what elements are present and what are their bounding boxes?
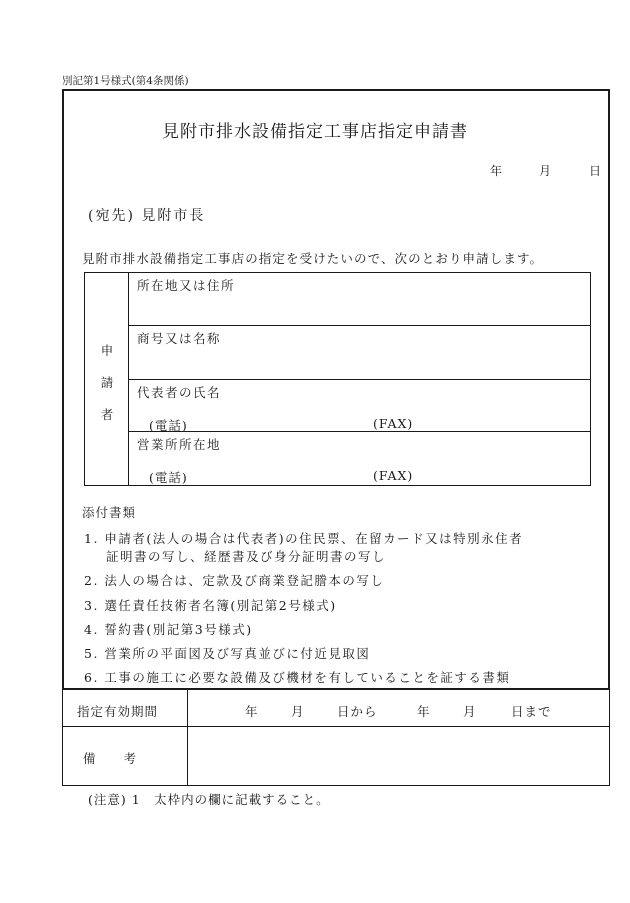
date-month[interactable]: 月 <box>539 164 552 178</box>
validity-period-label: 指定有効期間 <box>77 704 159 719</box>
address-label: 所在地又は住所 <box>137 278 236 293</box>
date-day[interactable]: 日 <box>589 164 602 178</box>
attachment-text: 選任責任技術者名簿(別記第2号様式) <box>104 598 337 613</box>
attachment-item <box>84 571 384 589</box>
attachments-heading: 添付書類 <box>82 505 137 520</box>
intro-text: 見附市排水設備指定工事店の指定を受けたいので、次のとおり申請します。 <box>82 251 544 266</box>
period-from-month[interactable]: 月 <box>291 704 305 719</box>
page-title: 見附市排水設備指定工事店指定申請書 <box>162 122 468 142</box>
attachment-text: 工事の施工に必要な設備及び機材を有していることを証する書類 <box>104 670 511 685</box>
period-to-year[interactable]: 年 <box>417 704 431 719</box>
office-fax-label: (FAX) <box>373 468 414 483</box>
form-number-label: 別記第1号様式(第4条関係) <box>62 75 189 87</box>
period-to-month[interactable]: 月 <box>463 704 477 719</box>
remarks-label: 備 考 <box>83 751 138 766</box>
remarks-field[interactable] <box>188 727 609 785</box>
attachment-number: 3. <box>84 598 99 613</box>
attachment-item <box>84 644 370 662</box>
applicant-table <box>84 272 591 486</box>
representative-phone-label: (電話) <box>149 418 188 433</box>
attachment-item <box>84 529 523 547</box>
side-label-char: 申 <box>100 343 114 358</box>
date-year[interactable]: 年 <box>490 164 503 178</box>
attachment-number: 4. <box>84 622 99 637</box>
attachment-item <box>84 620 253 638</box>
attachment-item <box>84 596 337 614</box>
office-phone-label: (電話) <box>149 470 188 485</box>
period-to-day[interactable]: 日まで <box>511 704 552 719</box>
attachment-item-continuation: 証明書の写し、経歴書及び身分証明書の写し <box>106 549 387 564</box>
attachment-number: 5. <box>84 646 99 661</box>
representative-label: 代表者の氏名 <box>137 385 222 400</box>
period-from-day[interactable]: 日から <box>337 704 378 719</box>
row-divider <box>129 379 590 380</box>
office-location-label: 営業所所在地 <box>137 437 222 452</box>
representative-fax-label: (FAX) <box>373 416 414 431</box>
addressee: (宛先) 見附市長 <box>88 208 206 224</box>
period-remarks-table <box>62 690 610 786</box>
attachment-number: 2. <box>84 573 99 588</box>
company-name-label: 商号又は名称 <box>137 331 222 346</box>
row-divider <box>129 431 590 432</box>
attachment-text: 誓約書(別記第3号様式) <box>104 622 253 637</box>
attachment-number: 6. <box>84 670 99 685</box>
period-from-year[interactable]: 年 <box>245 704 259 719</box>
footnote: (注意) 1 太枠内の欄に記載すること。 <box>88 792 330 807</box>
attachment-text: 法人の場合は、定款及び商業登記謄本の写し <box>104 573 385 588</box>
side-label-char: 請 <box>100 375 114 390</box>
attachment-item <box>84 668 510 686</box>
side-label-char: 者 <box>100 407 114 422</box>
attachment-text: 営業所の平面図及び写真並びに付近見取図 <box>104 646 371 661</box>
attachment-text: 申請者(法人の場合は代表者)の住民票、在留カード又は特別永住者 <box>104 531 524 546</box>
row-divider <box>129 325 590 326</box>
applicant-side-column <box>85 273 129 485</box>
attachment-number: 1. <box>84 531 99 546</box>
